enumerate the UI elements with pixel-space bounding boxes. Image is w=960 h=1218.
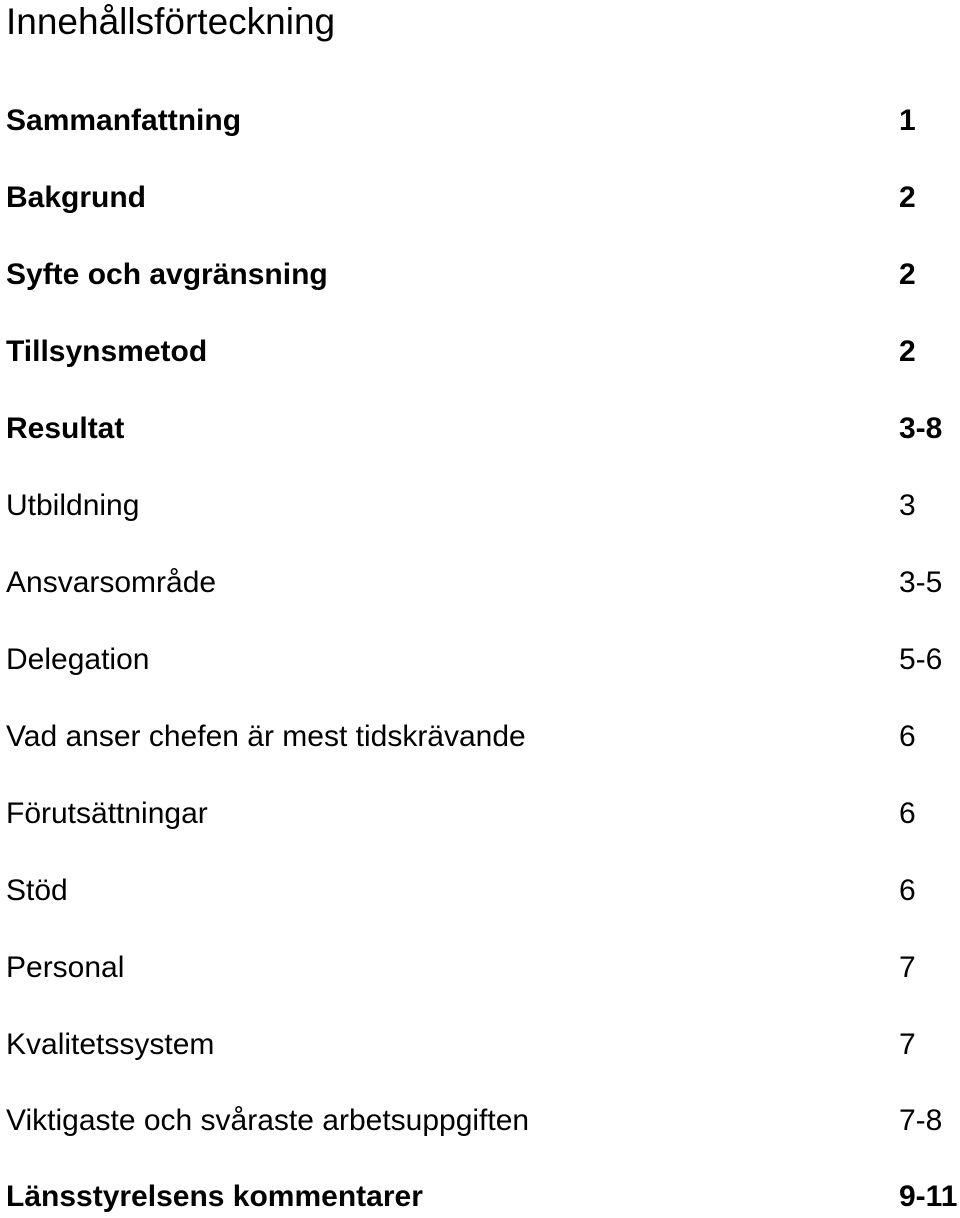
toc-entry-page: 2 xyxy=(899,258,916,291)
toc-entry-page: 6 xyxy=(899,874,916,907)
toc-entry-label: Personal xyxy=(6,951,125,984)
toc-entry xyxy=(0,255,960,295)
toc-entry-label: Tillsynsmetod xyxy=(6,335,208,368)
toc-entry-page: 2 xyxy=(899,181,916,214)
toc-entry-page: 7 xyxy=(899,951,916,984)
toc-entry xyxy=(0,1177,960,1217)
toc-entry xyxy=(0,640,960,680)
toc-entry-label: Utbildning xyxy=(6,489,140,522)
toc-entry xyxy=(0,563,960,603)
toc-entry-label: Syfte och avgränsning xyxy=(6,258,328,291)
toc-entry-label: Delegation xyxy=(6,643,150,676)
toc-entry xyxy=(0,409,960,449)
toc-entry-page: 7 xyxy=(899,1028,916,1061)
toc-entry-page: 3 xyxy=(899,489,916,522)
toc-entry-page: 1 xyxy=(899,104,916,137)
toc-entry-label: Förutsättningar xyxy=(6,797,208,830)
toc-entry-page: 3-8 xyxy=(899,412,943,445)
toc-entry-label: Resultat xyxy=(6,412,125,445)
toc-entry-label: Kvalitetssystem xyxy=(6,1028,215,1061)
toc-entry-page: 9-11 xyxy=(899,1180,958,1213)
toc-entry-label: Vad anser chefen är mest tidskrävande xyxy=(6,720,526,753)
toc-title: Innehållsförteckning xyxy=(6,1,336,42)
toc-entry xyxy=(0,794,960,834)
toc-entry-label: Sammanfattning xyxy=(6,104,242,137)
toc-entry xyxy=(0,948,960,988)
toc-entry xyxy=(0,486,960,526)
toc-entry-label: Bakgrund xyxy=(6,181,147,214)
toc-entry xyxy=(0,717,960,757)
toc-entry-label: Stöd xyxy=(6,874,68,907)
toc-entry-page: 2 xyxy=(899,335,916,368)
toc-entry-label: Ansvarsområde xyxy=(6,566,217,599)
toc-entry xyxy=(0,101,960,141)
toc-entry xyxy=(0,1101,960,1141)
toc-entry xyxy=(0,1025,960,1065)
toc-entry-page: 3-5 xyxy=(899,566,943,599)
toc-entry-page: 6 xyxy=(899,720,916,753)
toc-entry-page: 7-8 xyxy=(899,1104,943,1137)
toc-entry xyxy=(0,332,960,372)
toc-entry xyxy=(0,871,960,911)
toc-entry-label: Viktigaste och svåraste arbetsuppgiften xyxy=(6,1104,530,1137)
toc-entry-label: Länsstyrelsens kommentarer xyxy=(6,1180,423,1213)
toc-entry-page: 6 xyxy=(899,797,916,830)
toc-entry xyxy=(0,178,960,218)
toc-entry-page: 5-6 xyxy=(899,643,943,676)
